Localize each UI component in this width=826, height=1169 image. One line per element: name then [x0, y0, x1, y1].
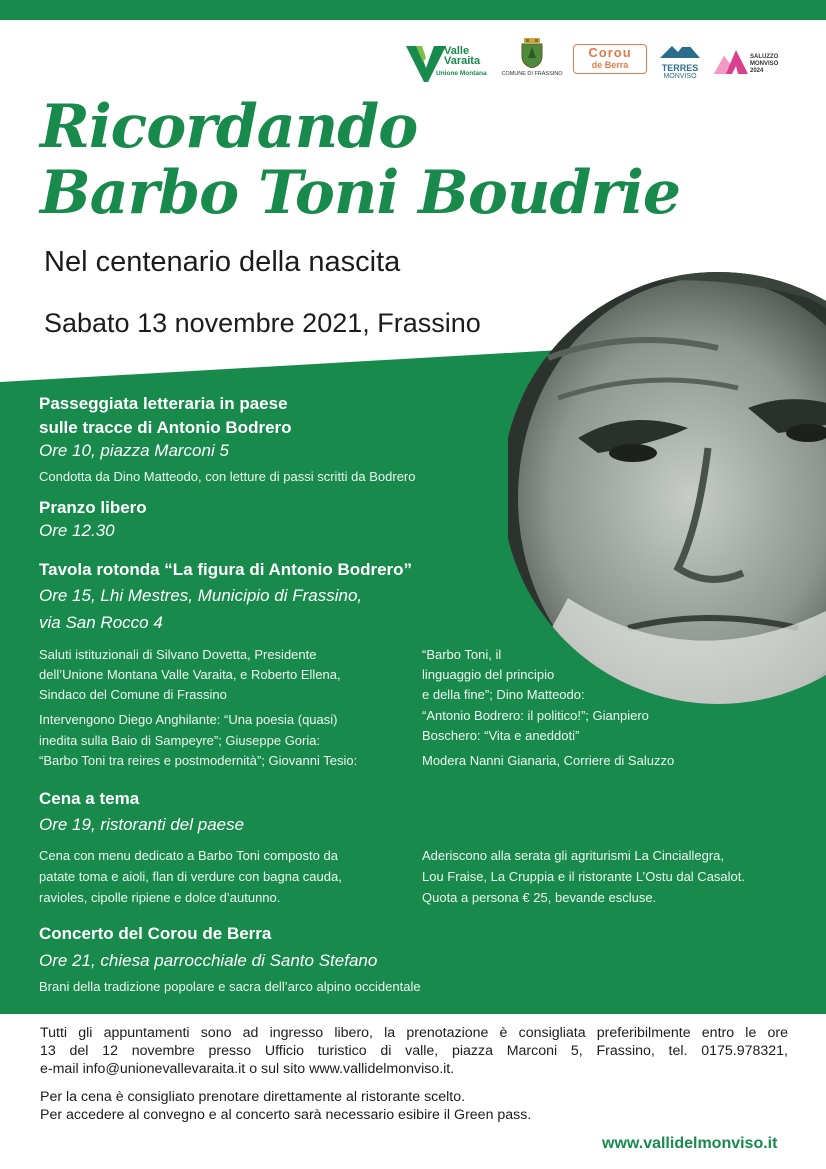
dinner-right-line: Lou Fraise, La Cruppia e il ristorante L’Ostu dal Casalot. [422, 869, 746, 884]
dinner-left-line: ravioles, cipolle ripiene e dolce d’autunno. [39, 890, 281, 905]
footer-notes [40, 1088, 788, 1124]
dinner-left-line: patate toma e aioli, flan di verdure con bagna cauda, [39, 869, 342, 884]
subtitle: Nel centenario della nascita [44, 246, 401, 278]
concert-time: Ore 21, chiesa parrocchiale di Santo Stefano [39, 951, 378, 970]
round-table-left-line: Intervengono Diego Anghilante: “Una poesia (quasi) [39, 712, 338, 727]
round-table-left-line: Saluti istituzionali di Silvano Dovetta, Presidente [39, 647, 317, 662]
year-text: 2024 [750, 68, 764, 74]
corou-text: Corou [588, 45, 632, 60]
comune-frassino-logo [500, 38, 564, 86]
concert-title: Concerto del Corou de Berra [39, 924, 272, 943]
event-date: Sabato 13 novembre 2021, Frassino [44, 308, 481, 338]
footer-line-2: 13 del 12 novembre presso Ufficio turistico di valle, piazza Marconi 5, Frassino, tel. 0175.978321, [40, 1043, 788, 1059]
round-table-left-line: inedita sulla Baio di Sampeyre”; Giuseppe Goria: [39, 733, 321, 748]
logo-strip [400, 38, 800, 88]
corou-de-berra-logo [573, 44, 647, 74]
terres-monviso-logo [658, 42, 702, 86]
lunch-time: Ore 12.30 [39, 521, 115, 540]
round-table-time-1: Ore 15, Lhi Mestres, Municipio di Frassino, [39, 586, 363, 605]
de-berra-text: de Berra [591, 60, 629, 70]
mountain-peak-icon [714, 48, 748, 74]
crest-icon [519, 38, 545, 68]
walk-time: Ore 10, piazza Marconi 5 [39, 441, 229, 460]
monviso-2024-text: MONVISO [750, 61, 779, 67]
round-table-right-line: “Barbo Toni, il [422, 647, 502, 662]
footer-info [40, 1024, 788, 1078]
title-line-1: Ricordando [40, 92, 418, 162]
valle-text: Valle [444, 45, 470, 57]
round-table-left-line: “Barbo Toni tra reires e postmodernità”; Giovanni Tesio: [39, 753, 358, 768]
main-title [40, 94, 740, 226]
concert-desc: Brani della tradizione popolare e sacra dell’arco alpino occidentale [39, 979, 421, 994]
round-table-right-line: e della fine”; Dino Matteodo: [422, 687, 585, 702]
title-line-2: Barbo Toni Boudrie [40, 158, 681, 228]
round-table-right-line: linguaggio del principio [422, 667, 555, 682]
monviso-text: MONVISO [663, 73, 697, 80]
unione-montana-text: Unione Montana [436, 70, 487, 77]
footer-line-5: Per accedere al convegno e al concerto sarà necessario esibire il Green pass. [40, 1107, 532, 1123]
round-table-title: Tavola rotonda “La figura di Antonio Bodrero” [39, 560, 413, 579]
round-table-left-line: Sindaco del Comune di Frassino [39, 687, 227, 702]
round-table-right-line: “Antonio Bodrero: il politico!”; Gianpiero [422, 708, 649, 723]
saluzzo-text: SALUZZO [750, 54, 779, 60]
mountain-icon [660, 42, 700, 58]
round-table-right-line: Modera Nanni Gianaria, Corriere di Saluzzo [422, 753, 675, 768]
dinner-title: Cena a tema [39, 789, 140, 808]
round-table-time-2: via San Rocco 4 [39, 613, 163, 632]
footer-line-3: e-mail info@unionevallevaraita.it o sul sito www.vallidelmonviso.it. [40, 1061, 455, 1077]
lunch-title: Pranzo libero [39, 498, 147, 517]
walk-title-1: Passeggiata letteraria in paese [39, 394, 288, 413]
dinner-time: Ore 19, ristoranti del paese [39, 815, 245, 834]
comune-text: COMUNE DI FRASSINO [501, 71, 563, 77]
walk-desc: Condotta da Dino Matteodo, con letture di passi scritti da Bodrero [39, 469, 416, 484]
footer-line-1: Tutti gli appuntamenti sono ad ingresso libero, la prenotazione è consigliata preferibilmente entro le ore [40, 1025, 788, 1041]
saluzzo-monviso-logo [714, 48, 794, 84]
round-table-right-line: Boschero: “Vita e aneddoti” [422, 728, 580, 743]
round-table-left-line: dell’Unione Montana Valle Varaita, e Roberto Ellena, [39, 667, 341, 682]
portrait-photo-icon [508, 268, 826, 708]
dinner-right-line: Aderiscono alla serata gli agriturismi La Cinciallegra, [422, 848, 725, 863]
dinner-right-line: Quota a persona € 25, bevande escluse. [422, 890, 657, 905]
walk-title-2: sulle tracce di Antonio Bodrero [39, 418, 292, 437]
footer-line-4: Per la cena è consigliato prenotare direttamente al ristorante scelto. [40, 1089, 466, 1105]
varaita-text: Varaita [444, 55, 481, 67]
terres-text: TERRES [661, 63, 699, 73]
valle-varaita-logo [406, 40, 496, 82]
dinner-left-line: Cena con menu dedicato a Barbo Toni composto da [39, 848, 338, 863]
website-link[interactable]: www.vallidelmonviso.it [602, 1135, 778, 1152]
